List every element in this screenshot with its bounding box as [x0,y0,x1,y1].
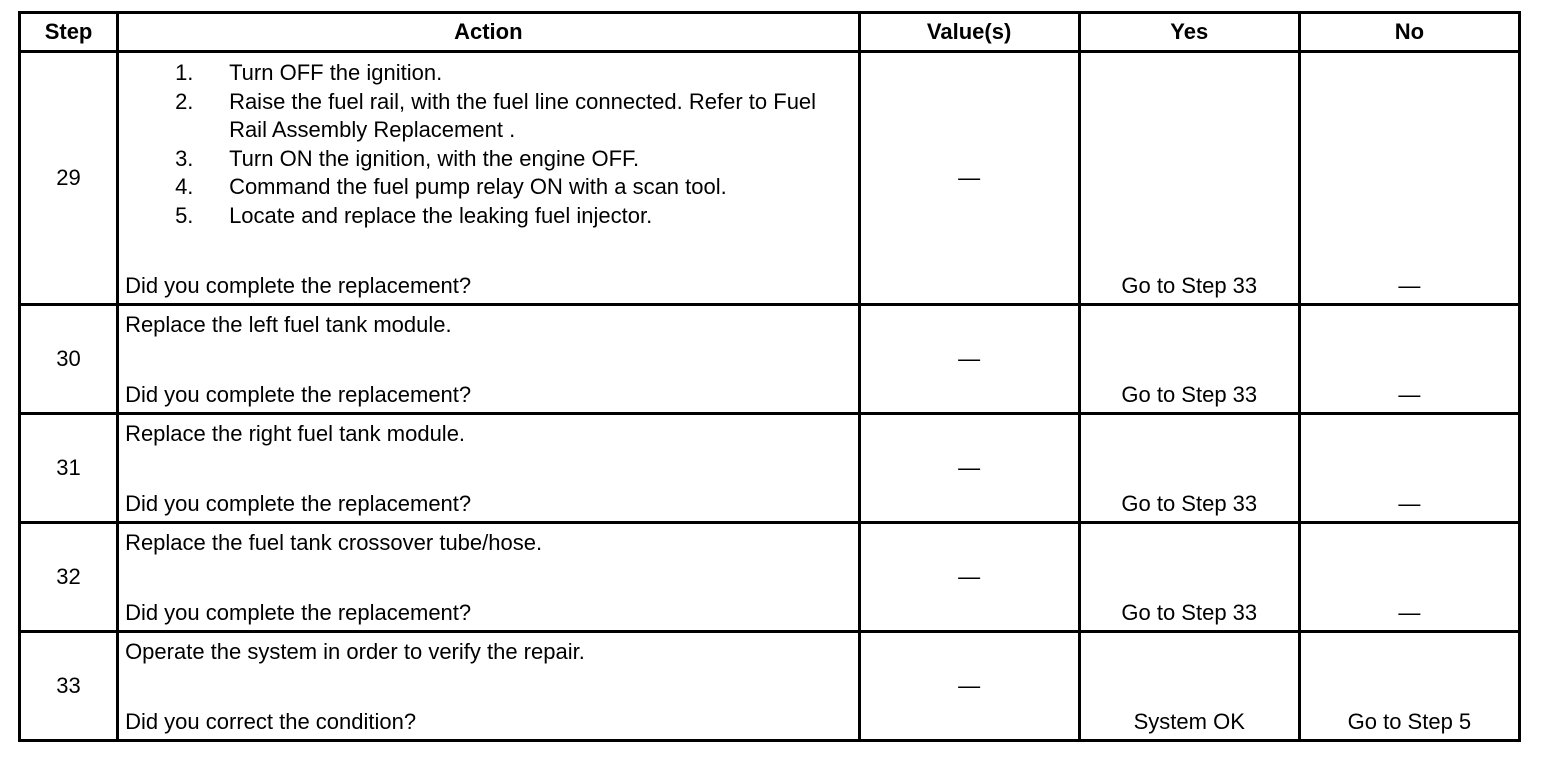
list-item: 2. Raise the fuel rail, with the fuel line connected. Refer to Fuel Rail Assembly Replacement . [175,88,817,142]
action-question: Did you complete the replacement? [125,491,472,516]
yes-cell [1079,305,1299,414]
action-instruction: Replace the left fuel tank module. [125,312,452,337]
yes-cell [1079,523,1299,632]
header-no: No [1299,13,1519,52]
list-item: 5. Locate and replace the leaking fuel injector. [175,202,653,228]
no-result: — [1398,382,1421,407]
action-instruction: Operate the system in order to verify the repair. [125,639,585,664]
header-yes: Yes [1079,13,1299,52]
no-cell [1299,632,1519,741]
diagnostic-table [18,11,1521,742]
step-number: 29 [20,52,118,305]
table-row [20,52,1520,305]
yes-result: Go to Step 33 [1121,273,1258,298]
value-cell: — [859,523,1079,632]
no-cell [1299,523,1519,632]
header-values: Value(s) [859,13,1079,52]
no-cell [1299,305,1519,414]
action-question: Did you complete the replacement? [125,382,472,407]
yes-result: System OK [1133,709,1245,734]
yes-cell [1079,632,1299,741]
value-cell: — [859,632,1079,741]
no-result: — [1398,273,1421,298]
action-question: Did you complete the replacement? [125,273,472,298]
list-item: 1. Turn OFF the ignition. [175,60,443,85]
action-question: Did you correct the condition? [125,709,417,734]
header-step: Step [20,13,118,52]
value-cell: — [859,414,1079,523]
no-result: — [1398,491,1421,516]
step-number: 30 [20,305,118,414]
step-number: 32 [20,523,118,632]
yes-result: Go to Step 33 [1121,600,1258,625]
table-row [20,523,1520,632]
no-cell [1299,52,1519,305]
action-cell [118,632,859,741]
step-number: 33 [20,632,118,741]
action-steps-list [125,59,851,230]
action-instruction: Replace the fuel tank crossover tube/hose. [125,530,543,555]
yes-result: Go to Step 33 [1121,491,1258,516]
action-cell [118,52,859,305]
no-result: Go to Step 5 [1347,709,1472,734]
table-row [20,305,1520,414]
no-cell [1299,414,1519,523]
yes-result: Go to Step 33 [1121,382,1258,407]
action-cell [118,305,859,414]
action-question: Did you complete the replacement? [125,600,472,625]
table-row [20,414,1520,523]
yes-cell [1079,414,1299,523]
list-item: 4. Command the fuel pump relay ON with a scan tool. [175,174,727,199]
table-row [20,632,1520,741]
list-item: 3. Turn ON the ignition, with the engine OFF. [175,145,640,171]
action-cell [118,414,859,523]
step-number: 31 [20,414,118,523]
action-cell [118,523,859,632]
value-cell: — [859,52,1079,305]
value-cell: — [859,305,1079,414]
no-result: — [1398,600,1421,625]
header-action: Action [118,13,859,52]
action-instruction: Replace the right fuel tank module. [125,421,466,446]
header-row [20,13,1520,52]
yes-cell [1079,52,1299,305]
